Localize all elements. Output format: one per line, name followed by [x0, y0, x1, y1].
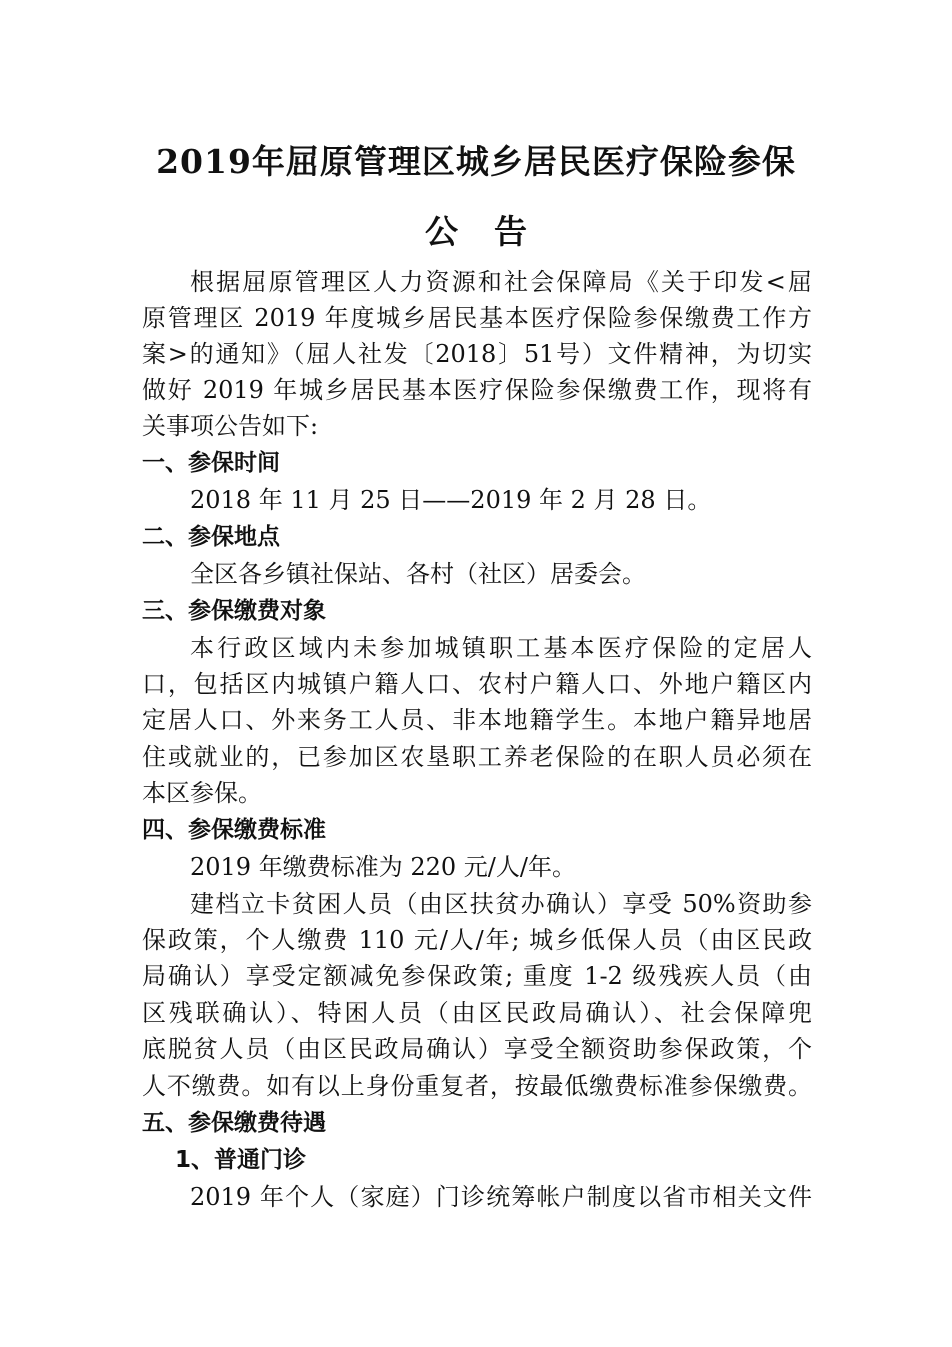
section-3-line-5: 本区参保。: [142, 779, 262, 807]
section-4-line-1: 建档立卡贫困人员（由区扶贫办确认）享受 50%资助参: [190, 890, 812, 918]
section-4-line-3: 局确认）享受定额减免参保政策; 重度 1-2 级残疾人员（由: [142, 962, 812, 990]
intro-line-4: 做好 2019 年城乡居民基本医疗保险参保缴费工作，现将有: [142, 376, 812, 404]
section-1-text: 2018 年 11 月 25 日——2019 年 2 月 28 日。: [190, 486, 712, 514]
section-3-heading: 三、参保缴费对象: [142, 598, 326, 624]
section-4-line-6: 人不缴费。如有以上身份重复者，按最低缴费标准参保缴费。: [142, 1072, 812, 1100]
section-3-line-4: 住或就业的，已参加区农垦职工养老保险的在职人员必须在: [142, 743, 812, 771]
document-subtitle: 公告: [425, 212, 563, 251]
section-2-heading: 二、参保地点: [142, 524, 280, 550]
section-5-heading: 五、参保缴费待遇: [142, 1110, 326, 1136]
section-3-line-1: 本行政区域内未参加城镇职工基本医疗保险的定居人: [190, 634, 812, 662]
section-4-heading: 四、参保缴费标准: [142, 817, 326, 843]
section-4-standard: 2019 年缴费标准为 220 元/人/年。: [190, 853, 576, 881]
section-5-text: 2019 年个人（家庭）门诊统筹帐户制度以省市相关文件: [190, 1183, 812, 1211]
intro-line-1: 根据屈原管理区人力资源和社会保障局《关于印发<屈: [190, 268, 812, 296]
section-4-line-4: 区残联确认）、特困人员（由区民政局确认）、社会保障兜: [142, 999, 812, 1027]
section-4-line-2: 保政策，个人缴费 110 元/人/年; 城乡低保人员（由区民政: [142, 926, 812, 954]
document-title: 2019年屈原管理区城乡居民医疗保险参保: [156, 142, 796, 181]
section-1-heading: 一、参保时间: [142, 450, 280, 476]
section-3-line-2: 口，包括区内城镇户籍人口、农村户籍人口、外地户籍区内: [142, 670, 812, 698]
section-3-line-3: 定居人口、外来务工人员、非本地籍学生。本地户籍异地居: [142, 706, 812, 734]
intro-line-3: 案>的通知》（屈人社发〔2018〕51号）文件精神，为切实: [142, 340, 812, 368]
section-4-line-5: 底脱贫人员（由区民政局确认）享受全额资助参保政策，个: [142, 1035, 812, 1063]
section-2-text: 全区各乡镇社保站、各村（社区）居委会。: [190, 560, 646, 588]
section-5-subheading: 1、普通门诊: [175, 1147, 307, 1173]
intro-line-5: 关事项公告如下:: [142, 412, 319, 440]
intro-line-2: 原管理区 2019 年度城乡居民基本医疗保险参保缴费工作方: [142, 304, 812, 332]
